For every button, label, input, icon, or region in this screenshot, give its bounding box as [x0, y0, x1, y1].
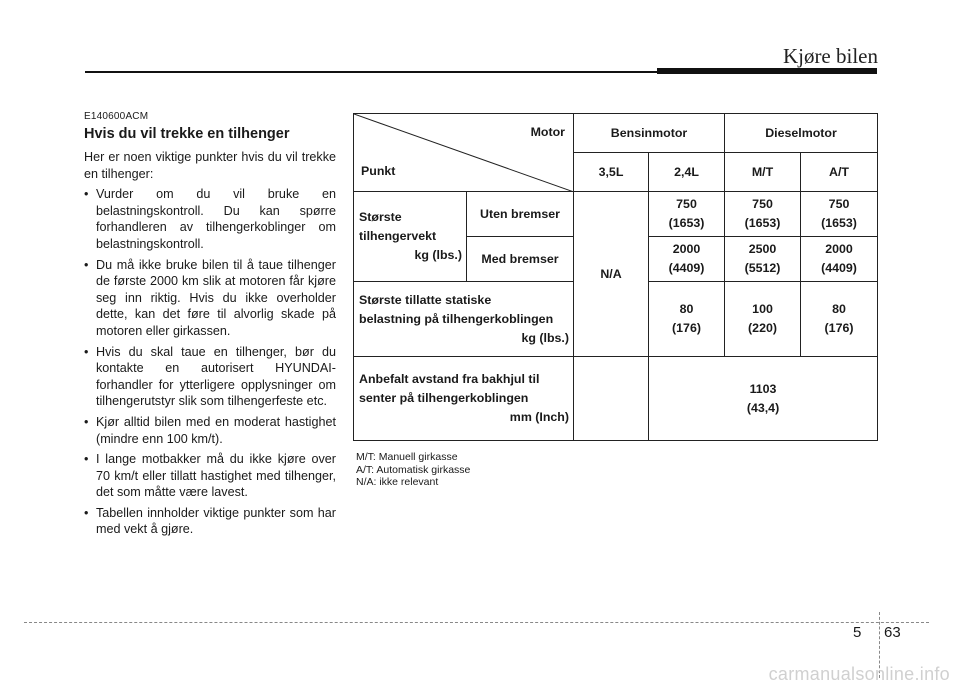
- static-load-label-line: Største tillatte statiske: [359, 292, 492, 307]
- towing-spec-table: [353, 113, 878, 441]
- value-kg: 80: [679, 302, 694, 316]
- static-load-label-line: belastning på tilhengerkoblingen: [359, 311, 554, 326]
- value-kg: 2500: [748, 242, 777, 256]
- note-line: A/T: Automatisk girkasse: [356, 463, 471, 476]
- value-lbs: (4409): [821, 261, 857, 275]
- footer-divider: [24, 622, 929, 623]
- corner-punkt-label: Punkt: [361, 164, 396, 178]
- bullet-item: • Tabellen innholder viktige punkter som har med vekt å gjøre.: [84, 505, 336, 538]
- col-header-3-5l: 3,5L: [574, 153, 649, 192]
- chapter-number: 5: [853, 624, 862, 641]
- bullet-list: [84, 186, 336, 538]
- section-title: Kjøre bilen: [782, 44, 878, 68]
- bullet-item: • Du må ikke bruke bilen til å taue tilhenger de første 2000 km slik at motoren får kjøre seg inn riktig. Hvis du ikke overholder dette, kan det føre til alvorlig skade på motoren eller girkassen.: [84, 257, 336, 340]
- value-lbs: (1653): [668, 216, 705, 230]
- value-lbs: (220): [748, 321, 777, 335]
- value-cell: [725, 282, 801, 357]
- distance-label-line: Anbefalt avstand fra bakhjul til: [359, 372, 540, 386]
- col-header-2-4l: 2,4L: [649, 153, 725, 192]
- static-load-label: [354, 282, 574, 357]
- max-weight-unit: kg (lbs.): [414, 248, 462, 262]
- value-cell: [801, 282, 878, 357]
- empty-cell: [574, 357, 649, 441]
- section-code: E140600ACM: [84, 111, 149, 122]
- value-kg: 750: [828, 197, 850, 211]
- distance-label: [354, 357, 574, 441]
- no-brakes-label: Uten bremser: [467, 192, 574, 237]
- value-kg: 2000: [672, 242, 701, 256]
- section-heading: Hvis du vil trekke en tilhenger: [84, 126, 290, 142]
- value-lbs: (176): [824, 321, 854, 335]
- col-header-at: A/T: [801, 153, 878, 192]
- value-cell: [725, 237, 801, 282]
- header-rule-accent: [657, 68, 877, 74]
- towing-instructions: [84, 111, 336, 542]
- bullet-item: • Vurder om du vil bruke en belastningskontroll. Du kan spørre forhandleren av tilhengerkoblinger om belastningskontroll.: [84, 186, 336, 252]
- distance-value-in: (43,4): [746, 400, 780, 415]
- bullet-item: • I lange motbakker må du ikke kjøre over 70 km/t eller tillatt hastighet med tilhenger, det som måtte være lavest.: [84, 451, 336, 501]
- value-cell: [801, 237, 878, 282]
- value-lbs: (1653): [821, 216, 857, 230]
- max-weight-label-line: Største: [359, 210, 402, 224]
- petrol-engine-header: Bensinmotor: [574, 114, 725, 153]
- note-line: M/T: Manuell girkasse: [356, 451, 458, 463]
- value-kg: 100: [752, 302, 773, 316]
- value-kg: 80: [832, 302, 846, 316]
- corner-motor-label: Motor: [530, 125, 565, 139]
- value-lbs: (176): [672, 321, 701, 335]
- static-load-unit: kg (lbs.): [521, 330, 569, 345]
- value-cell: [801, 192, 878, 237]
- max-weight-label: [354, 192, 467, 282]
- value-lbs: (1653): [744, 216, 781, 230]
- value-kg: 750: [752, 197, 773, 211]
- distance-unit: mm (Inch): [509, 410, 569, 424]
- page-number: 63: [884, 624, 901, 641]
- table-corner-cell: [354, 114, 574, 192]
- value-lbs: (4409): [668, 261, 705, 275]
- intro-text: Her er noen viktige punkter hvis du vil trekke en tilhenger:: [84, 150, 336, 181]
- with-brakes-label: Med bremser: [467, 237, 574, 282]
- value-kg: 750: [676, 197, 697, 211]
- na-cell: N/A: [574, 192, 649, 357]
- value-cell: [649, 282, 725, 357]
- diesel-engine-header: Dieselmotor: [725, 114, 878, 153]
- bullet-item: • Kjør alltid bilen med en moderat hastighet (mindre enn 100 km/t).: [84, 414, 336, 447]
- watermark: carmanualsonline.info: [768, 664, 950, 684]
- value-cell: [649, 192, 725, 237]
- note-line: N/A: ikke relevant: [356, 476, 439, 488]
- distance-value-cell: [649, 357, 878, 441]
- col-header-mt: M/T: [725, 153, 801, 192]
- bullet-item: • Hvis du skal taue en tilhenger, bør du kontakte en autorisert HYUNDAI-forhandler for ytterligere opplysninger om tilhengerutstyr slik som tilhengerfeste etc.: [84, 344, 336, 410]
- distance-label-line: senter på tilhengerkoblingen: [359, 391, 529, 405]
- value-lbs: (5512): [744, 261, 781, 275]
- value-cell: [725, 192, 801, 237]
- distance-value-mm: 1103: [749, 381, 777, 396]
- table-notes: [356, 451, 470, 489]
- max-weight-label-line: tilhengervekt: [359, 229, 437, 243]
- value-kg: 2000: [825, 242, 853, 256]
- value-cell: [649, 237, 725, 282]
